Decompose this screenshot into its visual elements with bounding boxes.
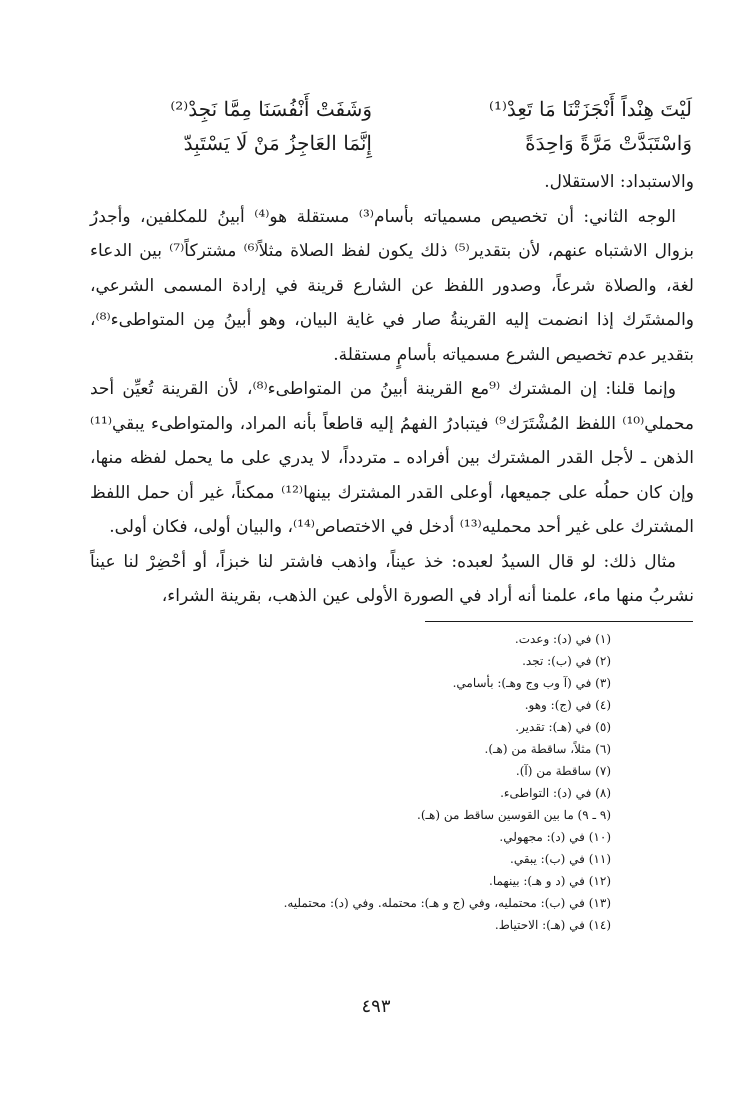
poem-line-1-first-hemistich: لَيْتَ هِنْداً أَنْجَزَتْنَا مَا تَعِدْ⁽¹⁾ [489, 97, 692, 121]
footnote-item: (٧) ساقطة من (آ). [515, 764, 611, 778]
footnote-divider [425, 621, 693, 622]
paragraph-example: مثال ذلك: لو قال السيدُ لعبده: خذ عيناً، واذهب فاشتر لنا خبزاً، أو أحْضِرْ لنا عيناً نشربُ منها ماء، علمنا أنه أراد في الصورة الأولى عين الذهب، بقرينة الشراء، [90, 551, 694, 606]
poem-line-2-first-hemistich: وَاسْتَبَدَّتْ مَرَّةً وَاحِدَةً [525, 131, 692, 155]
footnote-item: (٤) في (ج): وهو. [524, 698, 611, 712]
poem-line-2-second-hemistich: إِنَّمَا العَاجِزُ مَنْ لَا يَسْتَبِدّ [183, 131, 372, 155]
poem-line-1-second-hemistich: وَشَفَتْ أَنْفُسَنَا مِمَّا نَجِدْ⁽²⁾ [170, 97, 372, 121]
footnote-item: (٢) في (ب): تجد. [522, 654, 611, 668]
footnote-item: (١١) في (ب): يبقي. [510, 852, 611, 866]
page-number: ٤٩٣ [361, 996, 391, 1017]
poem-line-1 [122, 92, 692, 126]
footnote-item: (٥) في (هـ): تقدير. [515, 720, 611, 734]
footnote-item: (٣) في (آ وب وج وهـ): بأسامي. [452, 676, 611, 690]
paragraph-mushtarak: وإنما قلنا: إن المشترك ⁽⁹مع القرينة أبينُ من المتواطىء⁽⁸⁾، لأن القرينة تُعيِّن أحد محملي⁽¹⁰⁾ اللفظ المُشْتَرَك⁹⁾ فيتبادرُ الفهمُ إليه قاطعاً بأنه المراد، والمتواطىء يبقي⁽¹¹⁾ الذهن ـ لأجل القدر المشترك بين أفراده ـ متردداً، لا يدري على ما يحمل لفظه منها، وإن كان حملُه على جميعها، أوعلى القدر المشترك بينها⁽¹²⁾ ممكناً، غير أن حمل اللفظ المشترك على غير أحد محمليه⁽¹³⁾ أدخل في الاختصاص⁽¹⁴⁾، والبيان أولى، فكان أولى. [90, 379, 694, 537]
footnote-item: (١٠) في (د): مجهولي. [499, 830, 611, 844]
footnote-item: (١٣) في (ب): محتمليه، وفي (ج و هـ): محتمله. وفي (د): محتمليه. [283, 896, 611, 910]
footnote-item: (١٤) في (هـ): الاحتياط. [494, 918, 611, 932]
footnote-item: (٩ ـ ٩) ما بين القوسين ساقط من (هـ). [417, 808, 611, 822]
footnote-item: (٦) مثلاً، ساقطة من (هـ). [484, 742, 611, 756]
footnote-item: (١٢) في (د و هـ): بينهما. [489, 874, 611, 888]
poem-line-2 [122, 126, 692, 160]
poem-verses [122, 92, 692, 160]
footnotes [91, 628, 611, 936]
paragraph-istibdad: والاستبداد: الاستقلال. [544, 172, 694, 192]
footnote-item: (٨) في (د): التواطىء. [500, 786, 611, 800]
paragraph-second-aspect: الوجه الثاني: أن تخصيص مسمياته بأسام⁽³⁾ مستقلة هو⁽⁴⁾ أبينُ للمكلفين، وأجدرُ بزوال الاشتباه عنهم، لأن بتقدير⁽⁵⁾ ذلك يكون لفظ الصلاة مثلاً⁽⁶⁾ مشتركاً⁽⁷⁾ بين الدعاء لغة، والصلاة شرعاً، وصدور اللفظ عن الشارع قرينة في إرادة المسمى الشرعي، والمشتَرك إذا انضمت إليه القرينةُ صار في غاية البيان، وهو أبينُ مِن المتواطىء⁽⁸⁾، بتقدير عدم تخصيص الشرع مسمياته بأسامٍ مستقلة. [90, 206, 695, 365]
footnote-item: (١) في (د): وعدت. [514, 632, 611, 646]
main-text [90, 165, 694, 614]
